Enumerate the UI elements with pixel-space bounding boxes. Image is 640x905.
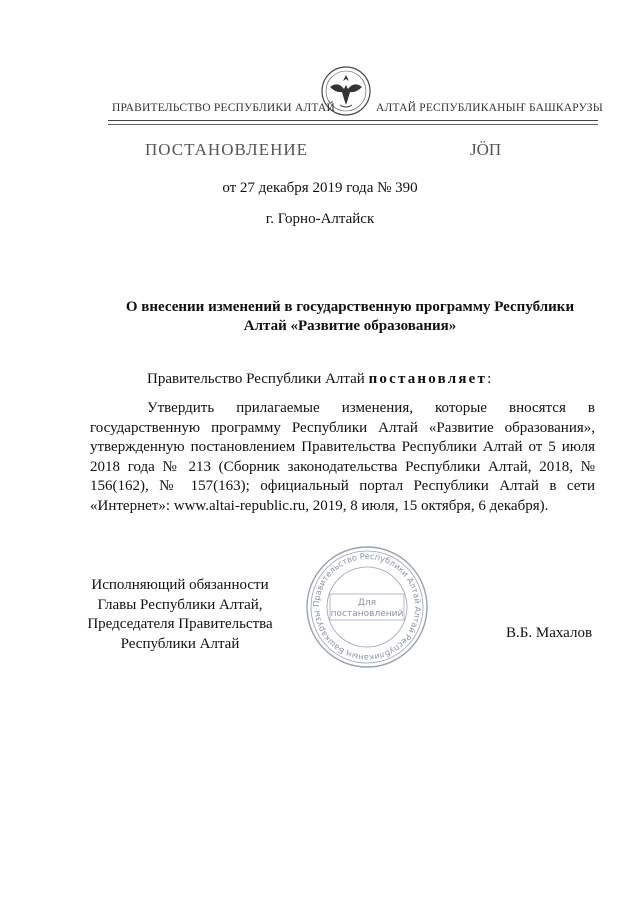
signatory-title bbox=[60, 576, 300, 654]
document-type-alt: ЈӦП bbox=[470, 140, 502, 159]
header-right-text: АЛТАЙ РЕСПУБЛИКАНЫҤ БАШКАРУЗЫ bbox=[376, 102, 603, 114]
signatory-title-line: Исполняющий обязанности bbox=[91, 577, 269, 593]
signatory-title-line: Председателя Правительства bbox=[87, 616, 273, 632]
signatory-title-line: Главы Республики Алтай, bbox=[97, 596, 263, 613]
stamp-outer-text: Правительство Республики Алтай Алтай Республиканың Башкарузы bbox=[310, 550, 424, 664]
document-type-ru: ПОСТАНОВЛЕНИЕ bbox=[145, 140, 309, 159]
title-line-2: Алтай «Развитие образования» bbox=[243, 318, 457, 334]
date-line: от 27 декабря 2019 года № 390 bbox=[222, 180, 418, 196]
decree-verb: постановляет bbox=[368, 371, 488, 387]
city-line: г. Горно-Алтайск bbox=[265, 211, 375, 227]
title-line-1: О внесении изменений в государственную программу Республики bbox=[125, 299, 575, 315]
decree-punct: : bbox=[487, 371, 492, 387]
header-rule bbox=[108, 120, 598, 121]
body-paragraph: Утвердить прилагаемые изменения, которые вносятся в государственную программу Республики Алтай «Развитие образования», утвержденную постановлением Правительства Республики Алтай от 5 июля 2018 года № 213 (Сборник законодательства Республики Алтай, 2018, № 156(162), № 157(163); официальный портал Республики Алтай в сети «Интернет»: www.altai-republic.ru, 2019, 8 июля, 15 октября, 6 декабря). bbox=[90, 400, 595, 514]
signatory-title-line: Республики Алтай bbox=[120, 635, 240, 652]
stamp-inner-text-1: Для bbox=[357, 598, 377, 608]
signatory-name: В.Б. Махалов bbox=[506, 625, 593, 641]
decree-subject: Правительство Республики Алтай bbox=[147, 371, 365, 387]
official-stamp bbox=[304, 544, 430, 670]
decree-line bbox=[147, 371, 491, 388]
header-left-text: ПРАВИТЕЛЬСТВО РЕСПУБЛИКИ АЛТАЙ bbox=[112, 102, 336, 114]
document-title bbox=[120, 298, 580, 336]
stamp-inner-text-2: постановлений bbox=[330, 609, 404, 619]
header-rule-thin bbox=[108, 124, 598, 125]
